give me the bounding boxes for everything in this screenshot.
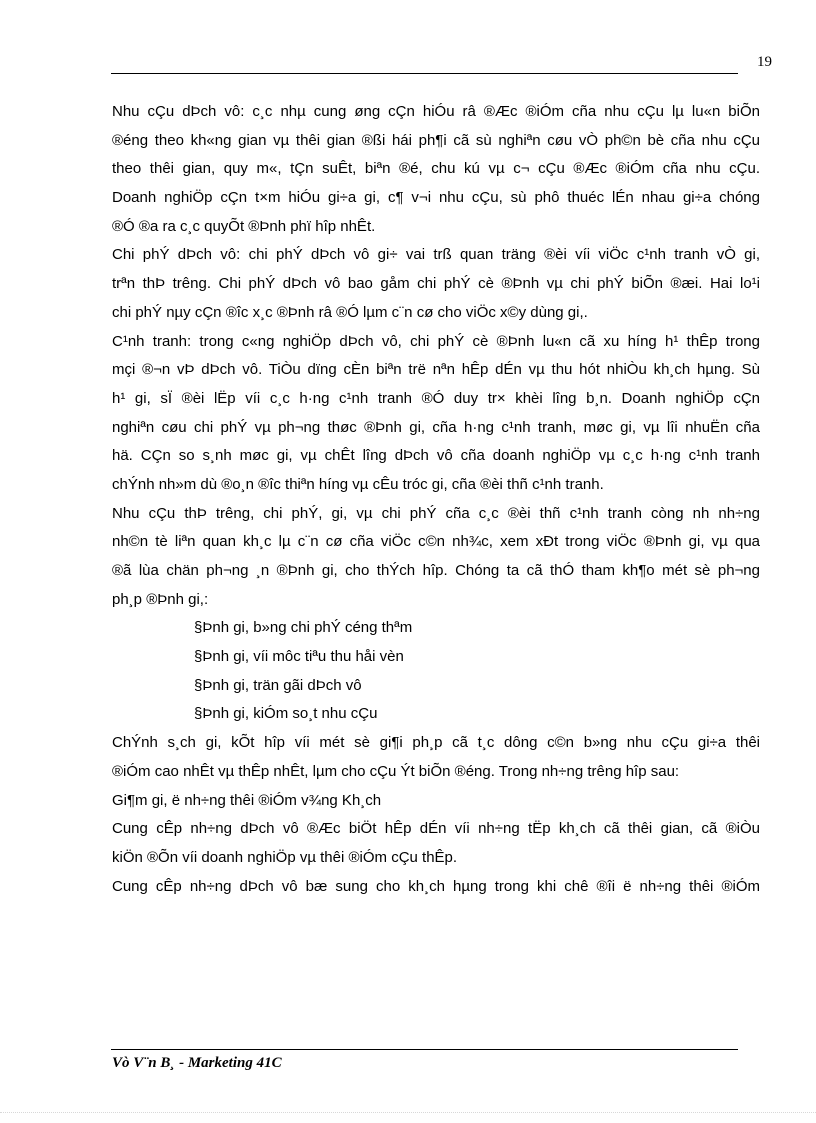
text-line: Doanh nghiÖp cÇn t×m hiÓu gi÷a gi, c¶ v¬i nhu cÇu, sù phô thuéc lÉn nhau gi÷a chóng <box>112 189 760 207</box>
text-line: ®ã lùa chän ph¬ng ¸n ®Þnh gi, cho thÝch hîp. Chóng ta cã thÓ tham kh¶o mét sè ph¬ng <box>112 562 760 579</box>
text-line: ®iÓm cao nhÊt vµ thÊp nhÊt, lµm cho cÇu Ýt biÕn ®éng. Trong nh÷ng trêng hîp sau: <box>112 762 680 780</box>
text-line: Chi phÝ dÞch vô: chi phÝ dÞch vô gi÷ vai trß quan träng ®èi víi viÖc c¹nh tranh vÒ gi, <box>112 246 760 264</box>
text-line: Gi¶m gi, ë nh÷ng thêi ®iÓm v¾ng Kh¸ch <box>112 791 382 809</box>
text-line: Nhu cÇu thÞ trêng, chi phÝ, gi, vµ chi phÝ cña c¸c ®èi thñ c¹nh tranh còng nh nh÷ng <box>112 504 760 522</box>
text-line: C¹nh tranh: trong c«ng nghiÖp dÞch vô, chi phÝ cè ®Þnh lu«n cã xu híng h¹ thÊp trong <box>112 332 760 350</box>
bullet-item: §Þnh gi, trän gãi dÞch vô <box>194 676 362 694</box>
page-edge <box>0 1112 816 1113</box>
text-line: chÝnh nh»m dù ®o¸n ®îc thiªn híng vµ cÊu tróc gi, cña ®èi thñ c¹nh tranh. <box>112 475 604 493</box>
text-line: h¹ gi, sÏ ®èi lËp víi c¸c h·ng c¹nh tranh ®Ó duy tr× khèi lîng b¸n. Doanh nghiÖp cÇn <box>112 389 760 407</box>
footer-author: Vò V¨n B¸ - Marketing 41C <box>112 1055 282 1071</box>
text-line: mçi ®¬n vÞ dÞch vô. TiÒu dïng cÈn biªn trë nªn hÊp dÉn vµ thu hót nhiÒu kh¸ch hµng. Sù <box>112 361 760 379</box>
text-line: nghiªn cøu chi phÝ vµ ph¬ng thøc ®Þnh gi, cña h·ng c¹nh tranh, møc gi, vµ lîi nhuËn cña <box>112 418 760 436</box>
text-line: nh©n tè liªn quan kh¸c lµ c¨n cø cña viÖc c©n nh¾c, xem xÐt trong viÖc ®Þnh gi, vµ qua <box>112 533 760 551</box>
text-line: Cung cÊp nh÷ng dÞch vô bæ sung cho kh¸ch hµng trong khi chê ®îi ë nh÷ng thêi ®iÓm <box>112 877 760 895</box>
text-line: kiÖn ®Õn víi doanh nghiÖp vµ thêi ®iÓm cÇu thÊp. <box>112 848 458 866</box>
body-text <box>112 98 760 901</box>
header-divider <box>111 73 738 74</box>
text-line: Cung cÊp nh÷ng dÞch vô ®Æc biÖt hÊp dÉn víi nh÷ng tËp kh¸ch cã thêi gian, cã ®iÒu <box>112 820 760 838</box>
text-line: ®éng theo kh«ng gian vµ thêi gian ®ßi hái ph¶i cã sù nghiªn cøu vÒ ph©n bè cña nhu cÇu <box>112 131 760 149</box>
bullet-item: §Þnh gi, kiÓm so¸t nhu cÇu <box>194 705 378 723</box>
text-line: ph¸p ®Þnh gi,: <box>112 590 209 608</box>
text-line: Nhu cÇu dÞch vô: c¸c nhµ cung øng cÇn hiÓu râ ®Æc ®iÓm cña nhu cÇu lµ lu«n biÕn <box>112 103 760 120</box>
text-line: theo thêi gian, quy m«, tÇn suÊt, biªn ®é, chu kú vµ c¬ cÇu ®Æc ®iÓm cña nhu cÇu. <box>112 160 760 178</box>
text-line: ®Ó ®a ra c¸c quyÕt ®Þnh phï hîp nhÊt. <box>112 217 376 235</box>
text-line: trªn thÞ trêng. Chi phÝ dÞch vô bao gåm chi phÝ cè ®Þnh vµ chi phÝ biÕn ®æi. Hai lo¹i <box>112 275 760 293</box>
page-number: 19 <box>757 54 772 70</box>
text-line: hä. CÇn so s¸nh møc gi, vµ chÊt lîng dÞch vô cña doanh nghiÖp vµ c¸c h·ng c¹nh tranh <box>112 447 760 465</box>
text-line: chi phÝ nµy cÇn ®îc x¸c ®Þnh râ ®Ó lµm c¨n cø cho viÖc x©y dùng gi,. <box>112 303 588 321</box>
text-line: ChÝnh s¸ch gi, kÕt hîp víi mét sè gi¶i ph¸p cã t¸c dông c©n b»ng nhu cÇu gi÷a thêi <box>112 734 760 752</box>
footer-divider <box>111 1049 738 1050</box>
bullet-item: §Þnh gi, víi môc tiªu thu håi vèn <box>194 648 404 666</box>
bullet-item: §Þnh gi, b»ng chi phÝ céng thªm <box>194 619 413 637</box>
